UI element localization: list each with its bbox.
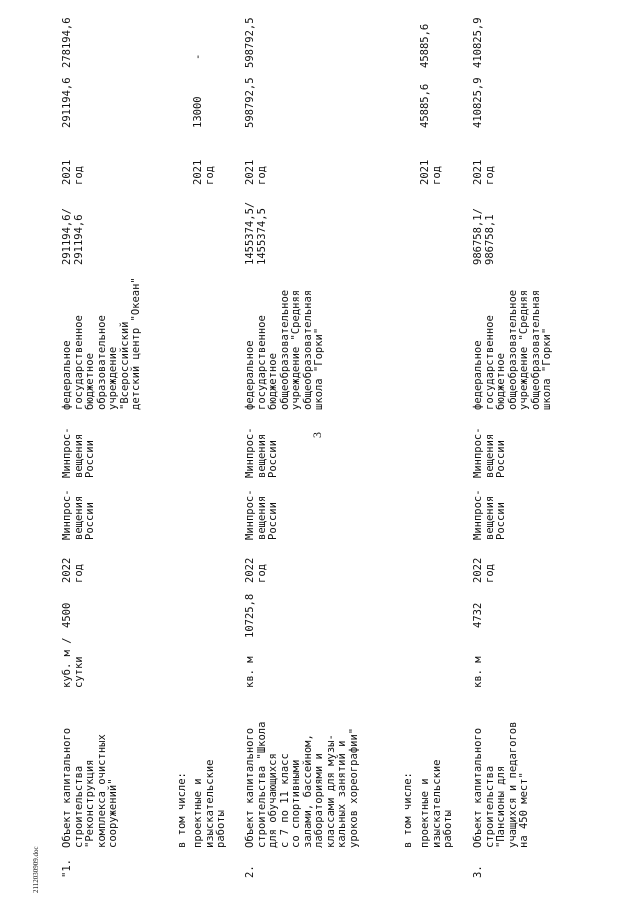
row-number: "1. [61,859,73,878]
ministry: Минпрос- вещения России [472,427,507,478]
object-name: Объект капитального строительства "Реконструкция комплекса очистных сооружений" [61,727,119,848]
amount: 410825,9 [472,77,484,128]
client-organization: федеральное государственное бюджетное общеобразовательное учреждение "Средняя общеобразовательная школа "Горки" [244,289,325,410]
page-number: 3 [310,432,324,438]
subitem-label: в том числе: [402,772,414,848]
year: 2022 год [472,557,496,583]
document-id: 2112030909.doc [32,846,40,893]
estimated-cost: 291194,6/ 291194,6 [61,208,85,265]
amount: 598792,5 [244,17,256,68]
amount: - [192,53,204,60]
unit: куб. м / сутки [61,637,85,688]
amount: 291194,6 [61,77,73,128]
amount: 13000 [192,96,204,128]
amount: 45885,6 [419,83,431,128]
row-number: 2. [244,865,256,878]
financing-year: 2021 год [192,159,216,185]
year: 2022 год [61,557,85,583]
estimated-cost: 986758,1/ 986758,1 [472,208,496,265]
subitem-name: проектные и изыскательские работы [192,759,227,848]
subitem-label: в том числе: [176,772,188,848]
year: 2022 год [244,557,268,583]
client-organization: федеральное государственное бюджетное общеобразовательное учреждение "Средняя общеобразовательная школа "Горки" [472,289,553,410]
object-name: Объект капитального строительства "Пансионы для учащихся и педагогов на 450 мест" [472,721,530,848]
financing-year: 2021 год [61,159,85,185]
financing-year: 2021 год [419,159,443,185]
ministry: Минпрос- вещения России [472,489,507,540]
ministry: Минпрос- вещения России [244,489,279,540]
object-name: Объект капитального строительства "Школа для обучающихся с 7 по 11 класс со спортивными залами, бассейном, лабораториями и классами для музы- кальных занятий и уроков хореографии" [244,721,360,848]
subitem-name: проектные и изыскательские работы [419,759,454,848]
capacity: 10725,8 [244,593,256,638]
ministry: Минпрос- вещения России [61,427,96,478]
ministry: Минпрос- вещения России [244,427,279,478]
amount: 598792,5 [244,77,256,128]
amount: 410825,9 [472,17,484,68]
row-number: 3. [472,865,484,878]
client-organization: федеральное государственное бюджетное образовательное учреждение "Всероссийский детский центр "Океан" [61,277,142,410]
estimated-cost: 1455374,5/ 1455374,5 [244,201,268,265]
financing-year: 2021 год [472,159,496,185]
unit: кв. м [472,656,484,688]
financing-year: 2021 год [244,159,268,185]
ministry: Минпрос- вещения России [61,489,96,540]
capacity: 4732 [472,602,484,628]
unit: кв. м [244,656,256,688]
amount: 278194,6 [61,17,73,68]
capacity: 4500 [61,602,73,628]
amount: 45885,6 [419,23,431,68]
